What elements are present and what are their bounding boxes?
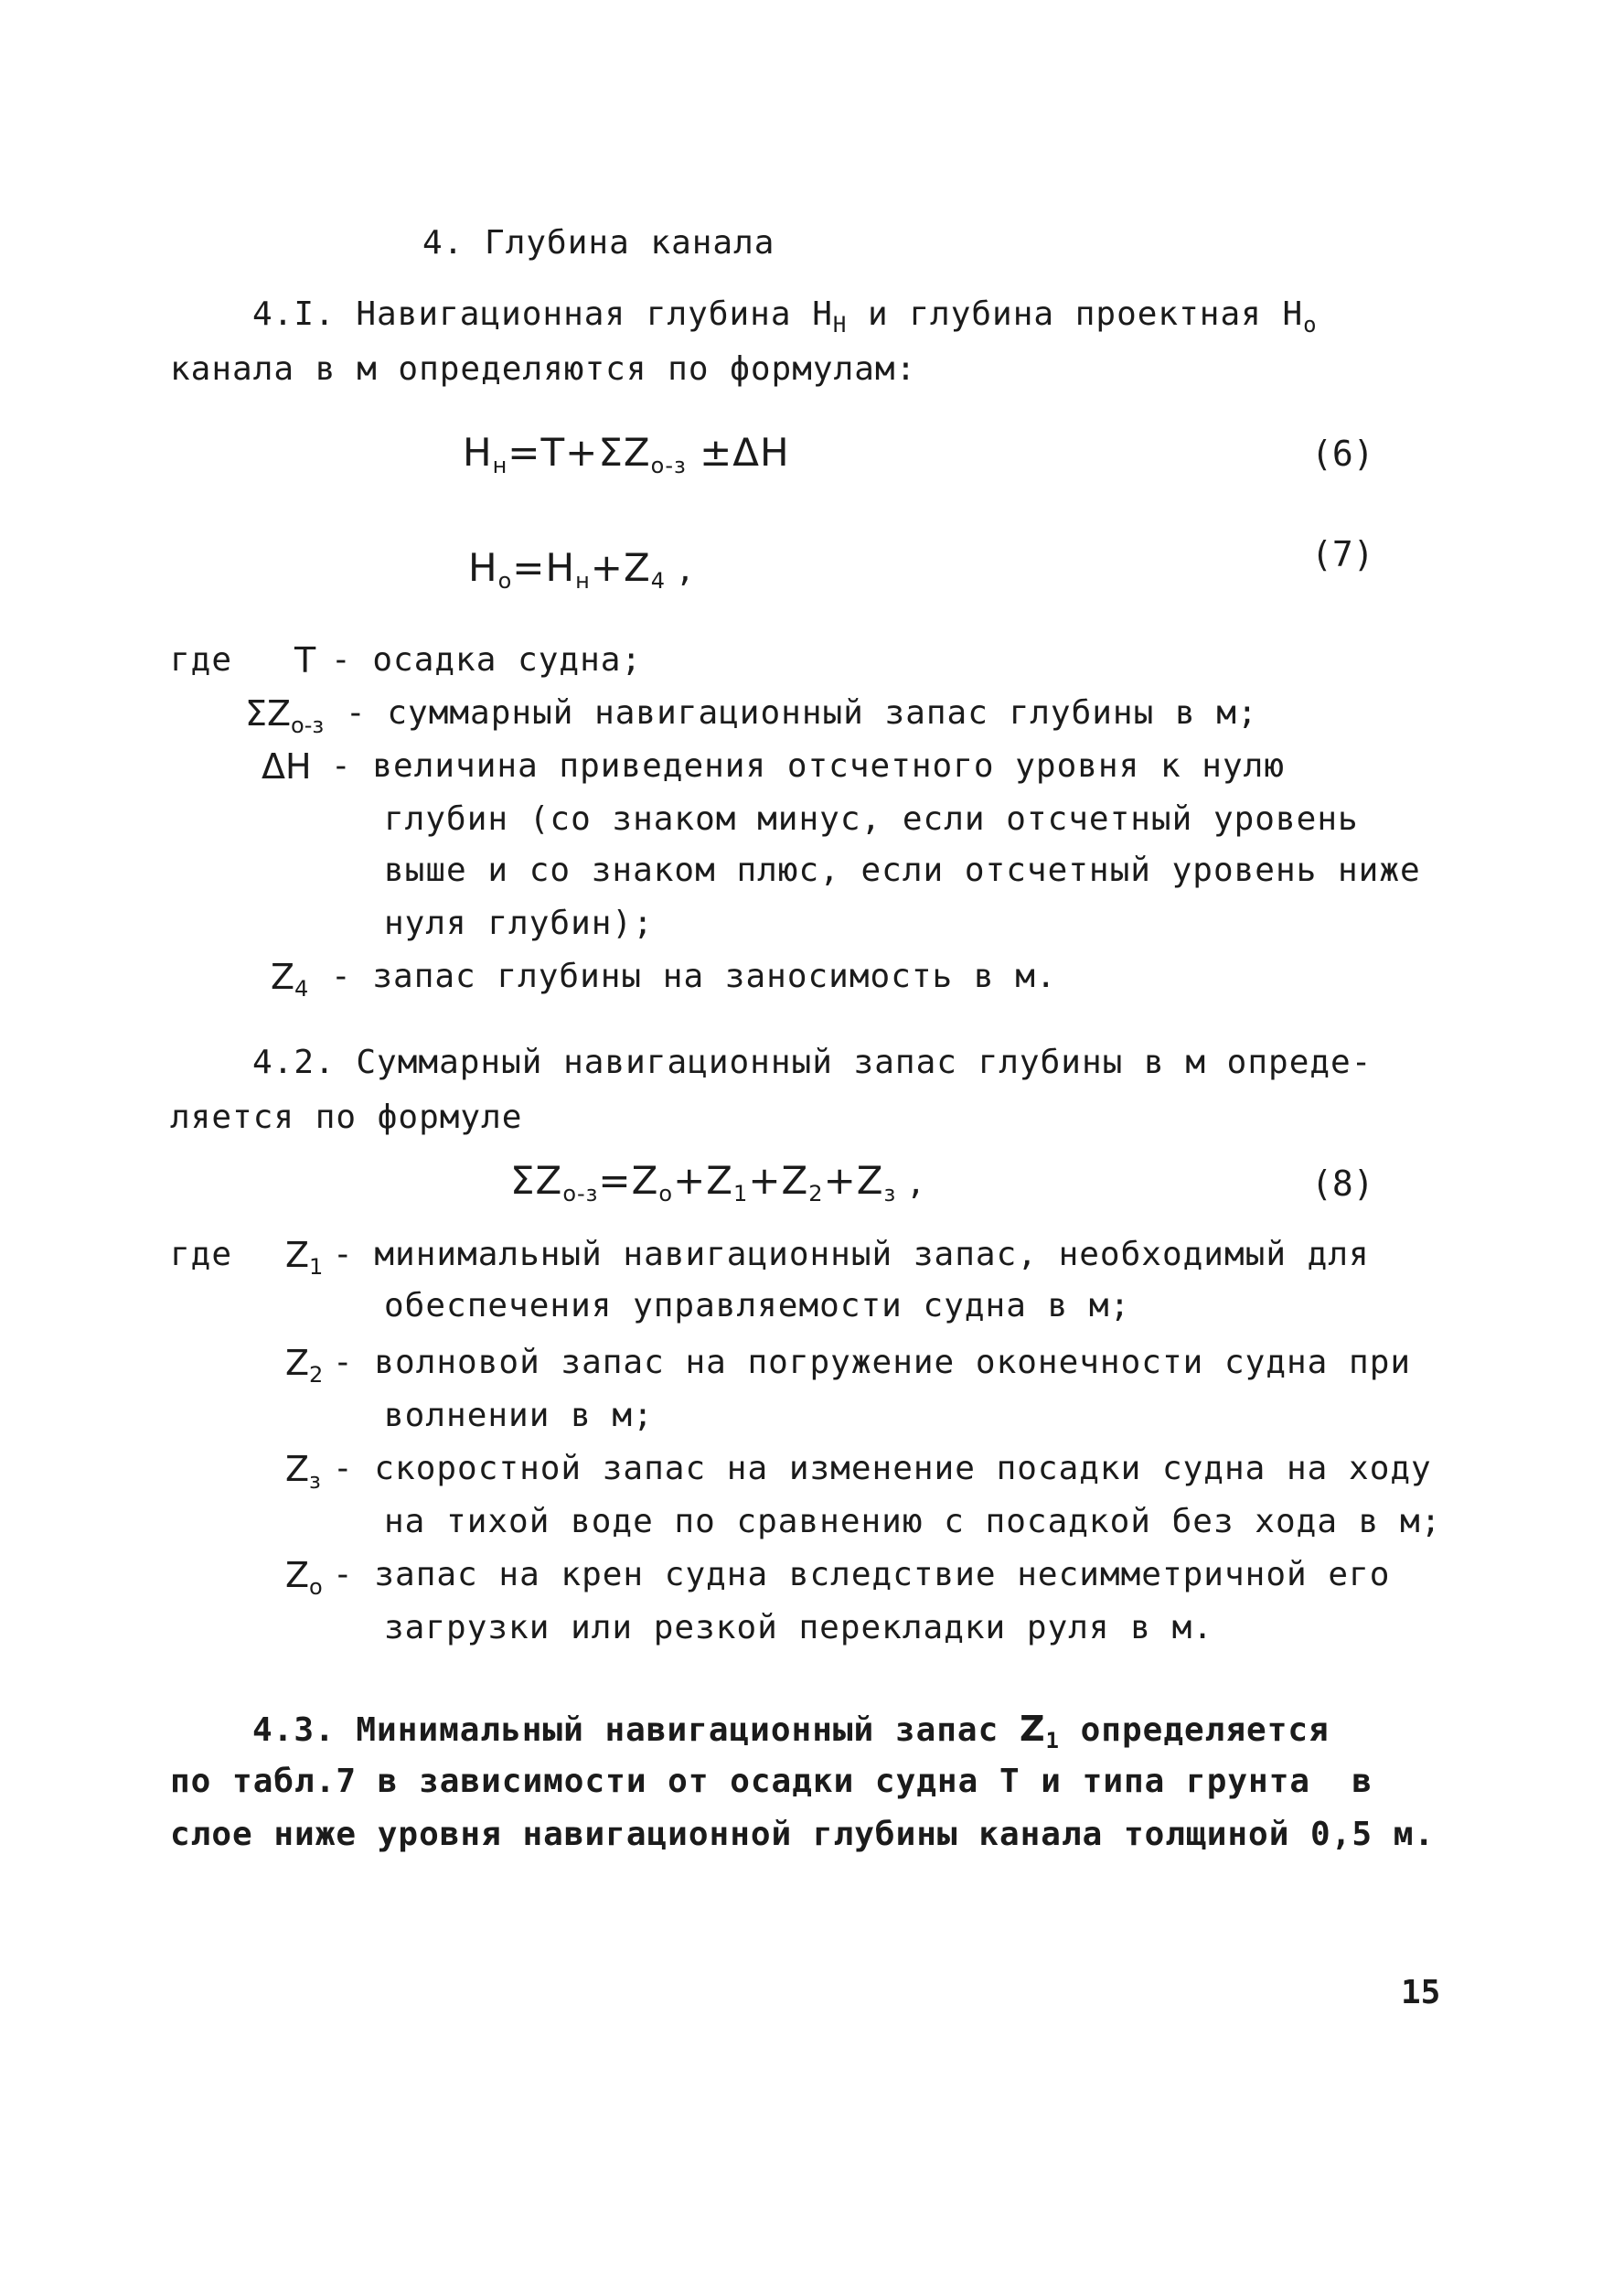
symbol-z4: $Z_4$ [271, 957, 309, 1002]
paragraph-4-3-line-3: слое ниже уровня навигационной глубины канала толщиной 0,5 м. [170, 1816, 1436, 1853]
def-z0-2: загрузки или резкой перекладки руля в м. [384, 1609, 1213, 1646]
symbol-z0: $Z_о$ [285, 1555, 323, 1600]
where-label-2: где [170, 1236, 233, 1273]
formula-7: $Н_о=Н_н+Z_4$ , [468, 545, 692, 594]
p41-sub-b: о [1303, 312, 1318, 338]
p41-text-a: 4.I. Навигационная глубина Н [252, 295, 833, 333]
def-z1-1: - минимальный навигационный запас, необходимый для [333, 1236, 1370, 1273]
def-delta-h-4: нуля глубин); [384, 905, 654, 942]
def-z1-2: обеспечения управляемости судна в м; [384, 1287, 1131, 1324]
p41-sub-a: Н [832, 312, 848, 338]
def-z2-2: волнении в м; [384, 1397, 654, 1434]
symbol-T: Т [294, 640, 316, 681]
paragraph-4-1-line-2: канала в м определяются по формулам: [170, 350, 917, 388]
def-delta-h-1: - величина приведения отсчетного уровня к нулю [331, 747, 1285, 785]
formula-8: $\Sigma Z_{о-з}=Z_о+Z_1+Z_2+Z_з$ , [510, 1158, 924, 1206]
def-delta-h-3: выше и со знаком плюс, если отсчетный уровень ниже [384, 852, 1421, 889]
symbol-z1: $Z_1$ [285, 1235, 324, 1280]
symbol-delta-h: ΔН [262, 746, 312, 787]
where-label-1: где [170, 641, 233, 679]
equation-number-6: (6) [1311, 434, 1374, 474]
symbol-sum-z: $\Sigma Z_{о-з}$ [245, 693, 325, 738]
def-sum-z: - суммарный навигационный запас глубины в м; [346, 694, 1258, 732]
def-z4: - запас глубины на заносимость в м. [331, 958, 1057, 995]
def-delta-h-2: глубин (со знаком минус, если отсчетный уровень [384, 800, 1359, 838]
formula-6: $Н_н=Т+\Sigma Z_{о-з} \pm\Delta Н$ [463, 430, 790, 478]
paragraph-4-1-line-1 [252, 295, 1318, 338]
def-z3-2: на тихой воде по сравнению с посадкой без хода в м; [384, 1503, 1442, 1540]
equation-number-8: (8) [1311, 1163, 1374, 1204]
paragraph-4-2-line-1: 4.2. Суммарный навигационный запас глубины в м опреде- [252, 1044, 1373, 1081]
paragraph-4-3-line-1: 4.3. Минимальный навигационный запас $Z_1$ определяется [252, 1709, 1330, 1753]
page-number: 15 [1401, 1974, 1441, 2011]
equation-number-7: (7) [1311, 534, 1374, 574]
def-z0-1: - запас на крен судна вследствие несимметричной его [333, 1556, 1391, 1593]
symbol-z3: $Z_з$ [285, 1449, 321, 1494]
section-heading: 4. Глубина канала [422, 224, 775, 262]
p41-text-b: и глубина проектная Н [847, 295, 1304, 333]
def-z2-1: - волновой запас на погружение оконечности судна при [333, 1344, 1412, 1381]
paragraph-4-3-line-2: по табл.7 в зависимости от осадки судна Т и типа грунта в [170, 1763, 1373, 1800]
paragraph-4-2-line-2: ляется по формуле [170, 1099, 523, 1136]
def-T: - осадка судна; [331, 641, 643, 679]
def-z3-1: - скоростной запас на изменение посадки судна на ходу [333, 1450, 1432, 1487]
symbol-z2: $Z_2$ [285, 1343, 324, 1388]
